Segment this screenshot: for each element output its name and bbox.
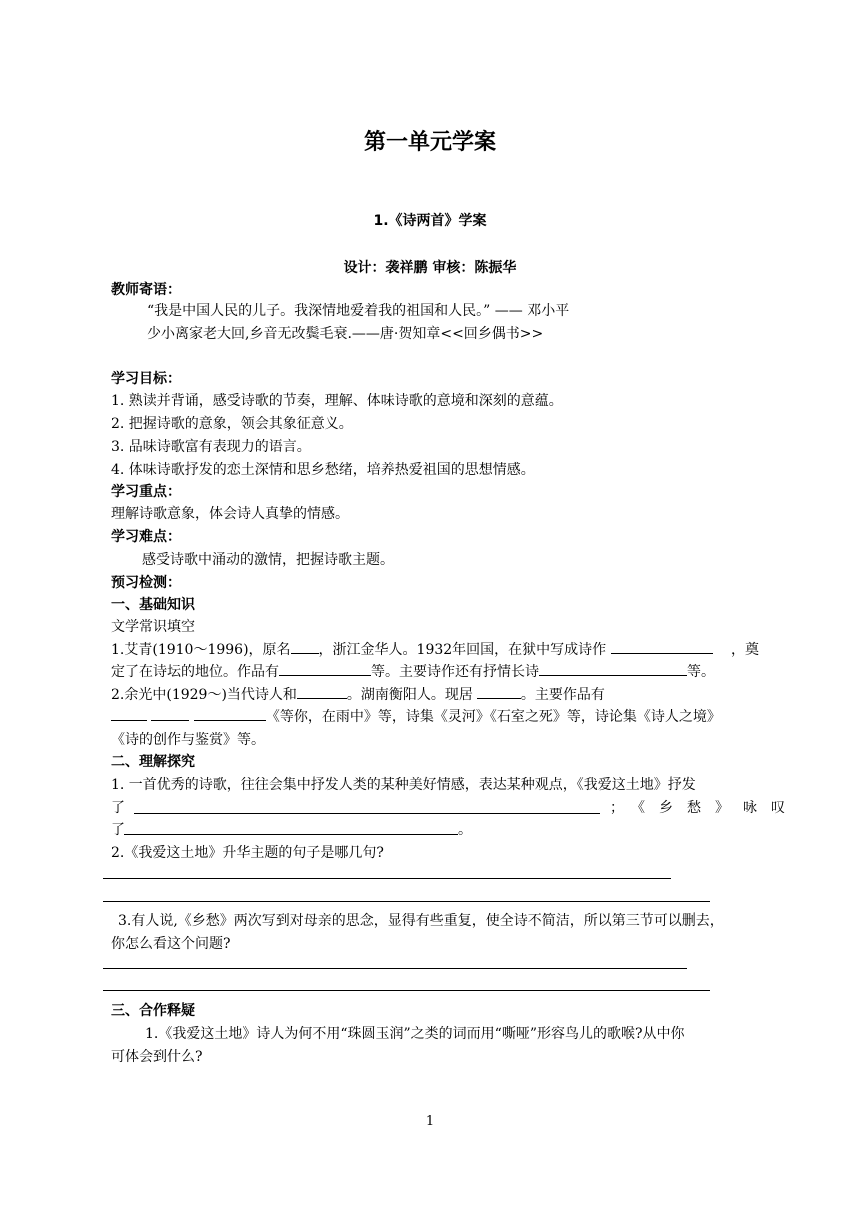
explore-q1-text-d: 了 <box>111 822 125 838</box>
teacher-note-heading: 教师寄语： <box>111 282 181 298</box>
section-cooperate: 三、合作释疑 <box>111 1003 195 1019</box>
goal-item-1: 1. 熟读并背诵，感受诗歌的节奏，理解、体味诗歌的意境和深刻的意蕴。 <box>111 393 563 409</box>
blank-prison-poem[interactable] <box>611 639 713 654</box>
explore-q1-nostalgia-label: ；《乡愁》咏叹 <box>610 800 799 816</box>
goals-heading: 学习目标： <box>111 371 181 387</box>
preview-question-2-line-2 <box>111 706 721 726</box>
blank-nostalgia-emotion[interactable] <box>124 834 458 835</box>
blank-land-emotion[interactable] <box>134 813 600 814</box>
blank-work-2[interactable] <box>151 706 189 721</box>
teacher-quote-2: 少小离家老大回,乡音无改鬓毛衰.——唐·贺知章<<回乡偶书>> <box>147 326 544 342</box>
preview-q2-text-c: 。主要作品有 <box>520 687 605 703</box>
answer-line-q2-2[interactable] <box>103 901 710 902</box>
explore-q1-text-b: 了 <box>111 800 125 816</box>
difficulty-text: 感受诗歌中涌动的激情，把握诗歌主题。 <box>142 552 394 568</box>
blank-long-poem[interactable] <box>539 661 687 676</box>
preview-q1-text-c: ，奠 <box>731 642 759 658</box>
goal-item-2: 2. 把握诗歌的意象，领会其象征意义。 <box>111 416 353 432</box>
preview-question-1-line-2 <box>111 661 715 681</box>
blank-work-3[interactable] <box>194 706 266 721</box>
preview-q2-text-a: 2.余光中(1929～)当代诗人和 <box>111 687 297 703</box>
teacher-quote-1: “我是中国人民的儿子。我深情地爱着我的祖国和人民。” —— 邓小平 <box>147 303 570 319</box>
preview-q2-text-b: 。湖南衡阳人。现居 <box>346 687 473 703</box>
preview-question-2-line-1 <box>111 684 605 704</box>
goal-item-4: 4. 体味诗歌抒发的恋土深情和思乡愁绪，培养热爱祖国的思想情感。 <box>111 462 535 478</box>
preview-q1-text-a: 1.艾青(1910～1996)，原名 <box>111 642 291 658</box>
blank-profession[interactable] <box>297 684 347 699</box>
explore-q1-text-c <box>610 797 799 817</box>
focus-heading: 学习重点： <box>111 484 181 500</box>
section-basic-knowledge: 一、基础知识 <box>111 597 195 613</box>
explore-q3-line-1: 3.有人说,《乡愁》两次写到对母亲的思念，显得有些重复，使全诗不简洁，所以第三节可以删去， <box>118 913 724 929</box>
page-title: 第一单元学案 <box>363 130 496 155</box>
literary-fill-heading: 文学常识填空 <box>111 619 195 635</box>
explore-q1-line-1: 1. 一首优秀的诗歌，往往会集中抒发人类的某种美好情感，表达某种观点，《我爱这土地》抒发 <box>111 777 696 793</box>
preview-q1-text-f: 等。 <box>687 664 715 680</box>
section-explore: 二、理解探究 <box>111 754 195 770</box>
preview-q2-text-e: 《诗的创作与鉴赏》等。 <box>111 732 265 748</box>
focus-text: 理解诗歌意象，体会诗人真挚的情感。 <box>111 506 349 522</box>
goal-item-3: 3. 品味诗歌富有表现力的语言。 <box>111 439 311 455</box>
blank-residence[interactable] <box>477 684 521 699</box>
explore-q1-text-e: 。 <box>458 822 472 838</box>
preview-q1-text-b: ，浙江金华人。1932年回国，在狱中写成诗作 <box>318 642 607 658</box>
cooperate-q1-line-2: 可体会到什么? <box>111 1049 203 1065</box>
blank-original-name[interactable] <box>291 639 319 654</box>
answer-line-q3-2[interactable] <box>103 990 710 991</box>
explore-q3-line-2: 你怎么看这个问题? <box>111 936 231 952</box>
answer-line-q2-1[interactable] <box>103 878 671 879</box>
answer-line-q3-1[interactable] <box>103 968 687 969</box>
cooperate-q1-line-1: 1.《我爱这土地》诗人为何不用“珠圆玉润”之类的词而用“嘶哑”形容鸟儿的歌喉?从中你 <box>145 1026 685 1042</box>
preview-q1-text-d: 定了在诗坛的地位。作品有 <box>111 664 279 680</box>
lesson-subtitle: 1.《诗两首》学案 <box>373 213 487 229</box>
preview-q1-text-e: 等。主要诗作还有抒情长诗 <box>371 664 539 680</box>
page-number: 1 <box>425 1114 435 1129</box>
preview-heading: 预习检测： <box>111 575 181 591</box>
preview-q2-text-d: 《等你，在雨中》等，诗集《灵河》《石室之死》等，诗论集《诗人之境》 <box>265 709 721 725</box>
explore-q2: 2.《我爱这土地》升华主题的句子是哪几句? <box>111 845 384 861</box>
blank-works[interactable] <box>279 661 371 676</box>
difficulty-heading: 学习难点： <box>111 529 181 545</box>
designer-line: 设计：袭祥鹏 审核：陈振华 <box>343 260 517 276</box>
blank-work-1[interactable] <box>111 706 147 721</box>
